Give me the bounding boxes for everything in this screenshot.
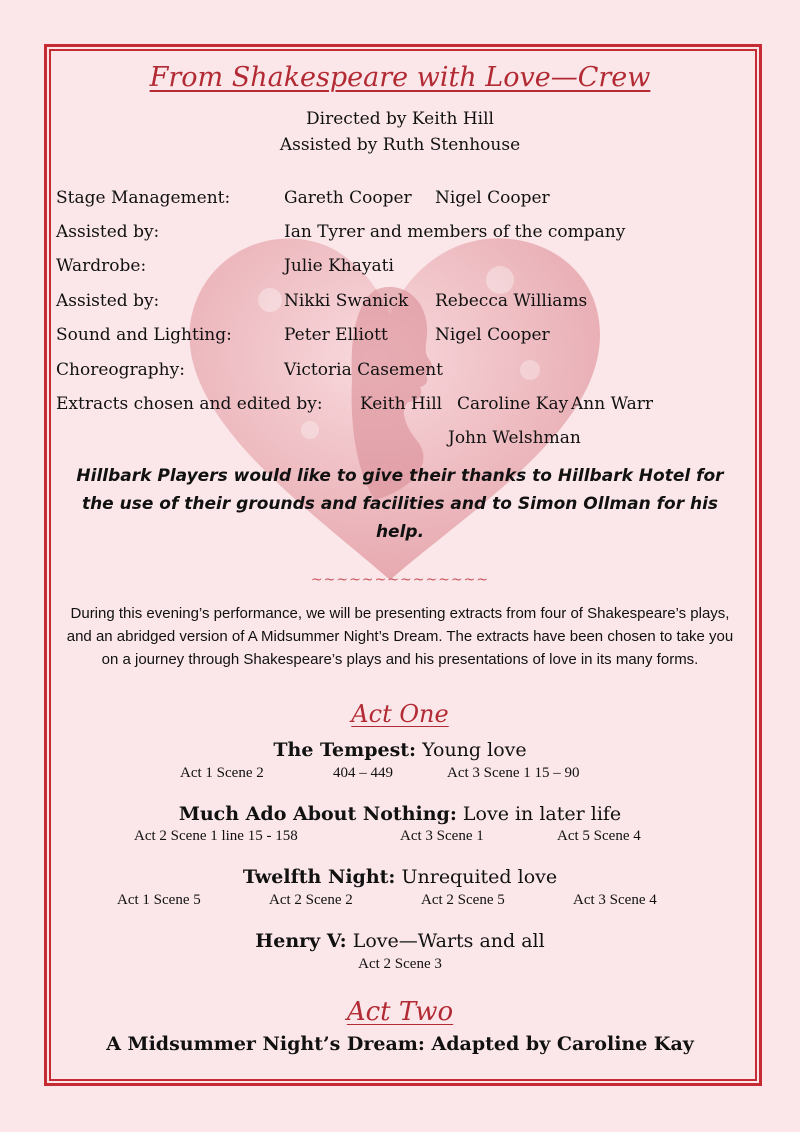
page-title: From Shakespeare with Love—Crew [149,62,651,93]
crew-name: Nigel Cooper [435,188,550,208]
crew-name: Caroline Kay [457,394,569,414]
play-heading [0,866,800,888]
scene-ref: Act 1 Scene 5 [117,892,201,908]
scene-ref: Act 3 Scene 4 [573,892,657,908]
scene-ref: Act 3 Scene 1 15 – 90 [447,765,580,781]
crew-name: Keith Hill [360,394,443,414]
crew-name: Victoria Casement [284,360,443,380]
divider: ~~~~~~~~~~~~~~ [310,572,490,588]
crew-name: John Welshman [448,428,581,448]
crew-role: Assisted by: [56,222,160,242]
scene-ref: Act 2 Scene 3 [358,956,442,972]
crew-role: Extracts chosen and edited by: [56,394,323,414]
crew-name: Gareth Cooper [284,188,412,208]
crew-name: Ian Tyrer and members of the company [284,222,626,242]
crew-role: Assisted by: [56,291,160,311]
crew-name: Peter Elliott [284,325,388,345]
play-title: Much Ado About Nothing: [178,803,457,825]
play-theme: Young love [422,739,527,761]
scene-ref: Act 3 Scene 1 [400,828,484,844]
play-heading [0,739,800,761]
play-title: Henry V: [255,930,347,952]
act-one-heading: Act One [351,700,449,728]
play-title: The Tempest: [273,739,417,761]
play-heading [0,803,800,825]
scene-ref: Act 1 Scene 2 [180,765,264,781]
scene-ref: Act 2 Scene 5 [421,892,505,908]
crew-name: Ann Warr [571,394,653,414]
intro-paragraph: During this evening’s performance, we will be presenting extracts from four of Shakespeare’s plays, and an abridged version of A Midsummer Night’s Dream. The extracts have been chosen to take you on a journey through Shakespeare’s plays and his presentations of love in its many forms. [66,605,734,668]
play-title: Twelfth Night: [242,866,396,888]
crew-name: Rebecca Williams [435,291,588,311]
crew-role: Sound and Lighting: [56,325,232,345]
scene-ref: Act 5 Scene 4 [557,828,641,844]
assistant-director-line: Assisted by Ruth Stenhouse [279,135,521,155]
play-theme: Unrequited love [401,866,558,888]
play-theme: Love in later life [462,803,622,825]
play-theme: Love—Warts and all [352,930,545,952]
scene-ref: Act 2 Scene 2 [269,892,353,908]
crew-role: Stage Management: [56,188,231,208]
crew-name: Nikki Swanick [284,291,409,311]
act-two-heading: Act Two [346,997,454,1027]
crew-name: Julie Khayati [284,256,394,276]
crew-name: Nigel Cooper [435,325,550,345]
director-line: Directed by Keith Hill [306,109,494,129]
crew-role: Wardrobe: [56,256,147,276]
crew-role: Choreography: [56,360,185,380]
play-heading [0,930,800,952]
thanks-note: Hillbark Players would like to give their thanks to Hillbark Hotel for the use of their grounds and facilities and to Simon Ollman for his help. [76,466,724,542]
scene-ref: Act 2 Scene 1 line 15 - 158 [134,828,298,844]
scene-ref: 404 – 449 [333,765,393,781]
act-two-line: A Midsummer Night’s Dream: Adapted by Caroline Kay [106,1033,694,1055]
